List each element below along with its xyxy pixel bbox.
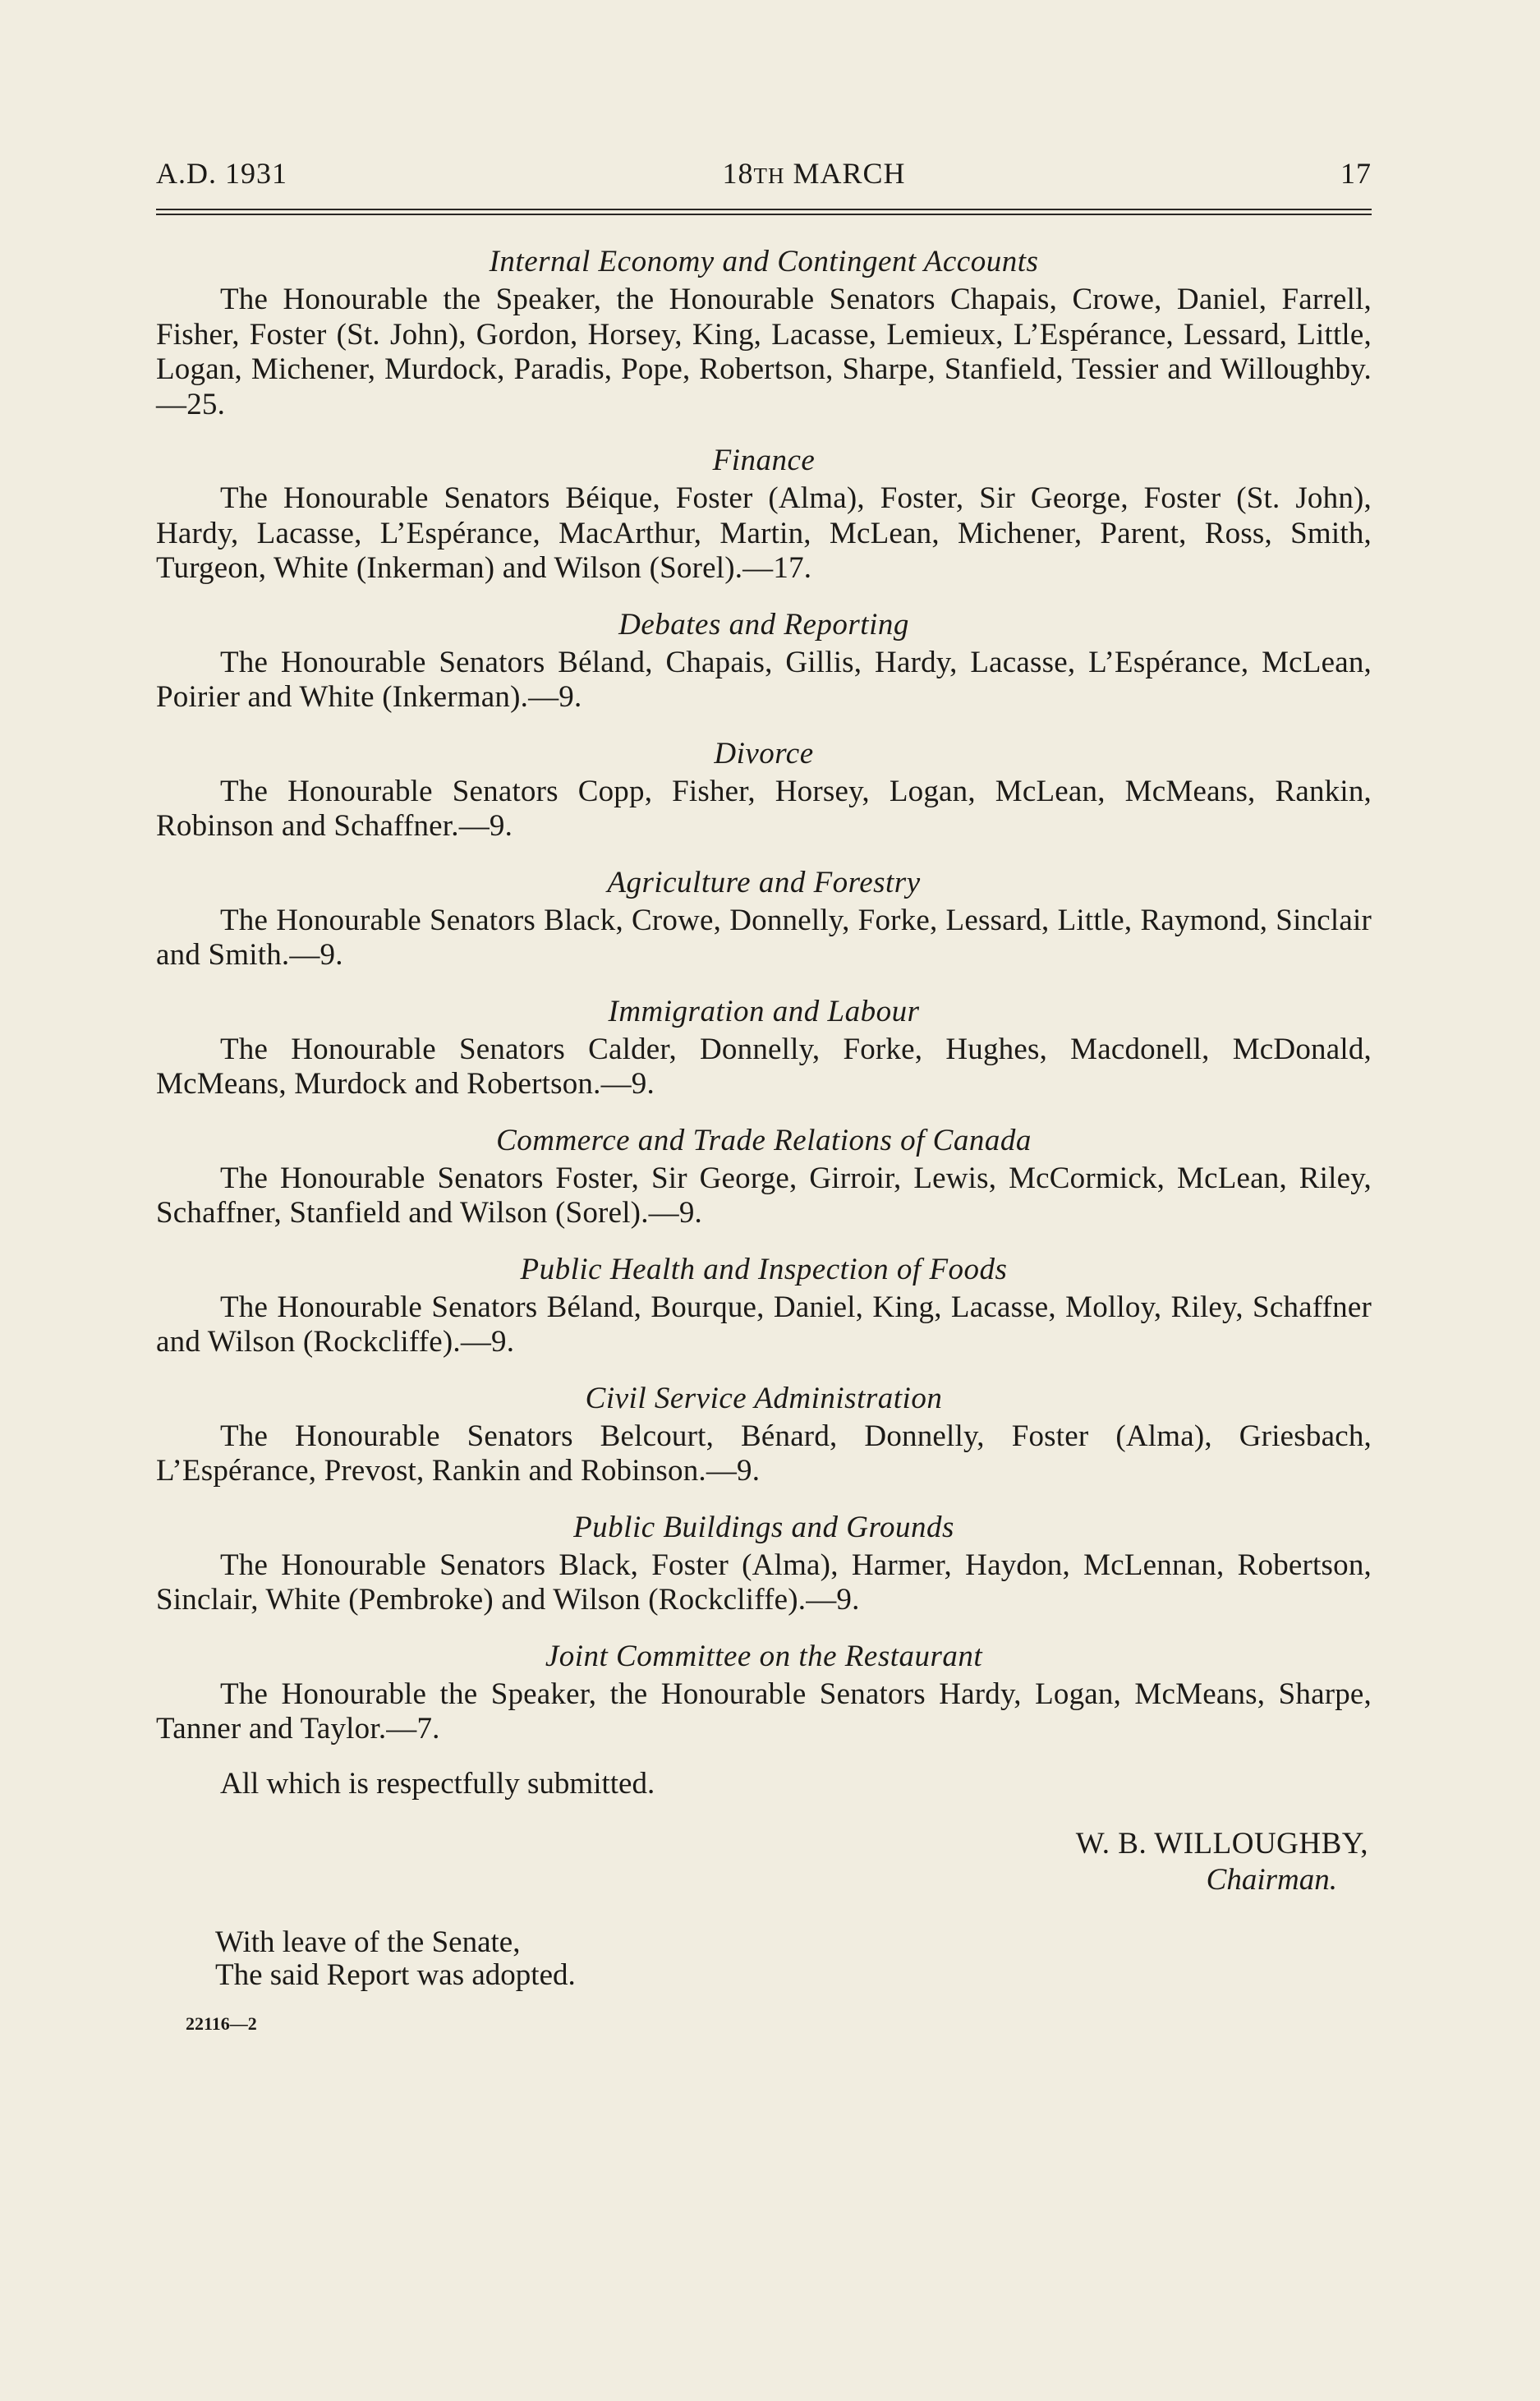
- header-date-number: 18: [722, 157, 754, 190]
- committee-section: [156, 241, 1372, 422]
- header-date: [722, 156, 905, 191]
- closing-line-2: The said Report was adopted.: [215, 1957, 576, 1992]
- committee-heading: Finance: [712, 444, 816, 477]
- committee-heading: Public Health and Inspection of Foods: [520, 1252, 1008, 1286]
- closing-line-1: With leave of the Senate,: [215, 1925, 521, 1959]
- committee-heading: Joint Committee on the Restaurant: [545, 1639, 983, 1673]
- committee-section: [156, 605, 1372, 715]
- committee-members: The Honourable Senators Foster, Sir George, Girroir, Lewis, McCormick, McLean, Riley, Schaffner, Stanfield and Wilson (Sorel).—9.: [156, 1161, 1372, 1230]
- committee-heading: Agriculture and Forestry: [607, 865, 921, 899]
- committee-heading: Immigration and Labour: [608, 994, 920, 1028]
- signature-title: Chairman.: [1206, 1862, 1337, 1897]
- committee-section: [156, 991, 1372, 1102]
- committee-heading: Debates and Reporting: [618, 607, 909, 642]
- committee-section: [156, 734, 1372, 844]
- closing-note: [156, 1926, 1372, 1992]
- committee-section: [156, 1120, 1372, 1231]
- submitted-line: All which is respectfully submitted.: [220, 1766, 655, 1801]
- committee-members: The Honourable Senators Black, Crowe, Donnelly, Forke, Lessard, Little, Raymond, Sinclair and Smith.—9.: [156, 903, 1372, 972]
- header-double-rule: [156, 209, 1372, 215]
- committee-members: The Honourable Senators Belcourt, Bénard, Donnelly, Foster (Alma), Griesbach, L’Espérance, Prevost, Rankin and Robinson.—9.: [156, 1419, 1372, 1488]
- committee-members: The Honourable Senators Béique, Foster (Alma), Foster, Sir George, Foster (St. John), Hardy, Lacasse, L’Espérance, MacArthur, Martin, McLean, Michener, Parent, Ross, Smith, Turgeon, White (Inkerman) and Wilson (Sorel).—17.: [156, 481, 1372, 585]
- committee-heading: Civil Service Administration: [585, 1381, 943, 1415]
- committee-members: The Honourable the Speaker, the Honourable Senators Hardy, Logan, McMeans, Sharpe, Tanner and Taylor.—7.: [156, 1677, 1372, 1746]
- page-header: [156, 156, 1372, 197]
- document-page: [156, 156, 1372, 2035]
- committee-section: [156, 1636, 1372, 1747]
- page-number: 17: [1340, 157, 1372, 190]
- signature-name: W. B. WILLOUGHBY,: [1075, 1826, 1368, 1861]
- committee-members: The Honourable the Speaker, the Honourable Senators Chapais, Crowe, Daniel, Farrell, Fisher, Foster (St. John), Gordon, Horsey, King, Lacasse, Lemieux, L’Espérance, Lessard, Little, Logan, Michener, Murdock, Paradis, Pope, Robertson, Sharpe, Stanfield, Tessier and Willoughby.—25.: [156, 283, 1372, 421]
- committee-members: The Honourable Senators Béland, Bourque, Daniel, King, Lacasse, Molloy, Riley, Schaffner and Wilson (Rockcliffe).—9.: [156, 1290, 1372, 1359]
- committee-members: The Honourable Senators Calder, Donnelly, Forke, Hughes, Macdonell, McDonald, McMeans, Murdock and Robertson.—9.: [156, 1032, 1372, 1101]
- header-date-suffix: TH: [753, 163, 785, 188]
- footer-print-code: 22116—2: [186, 2012, 257, 2034]
- committee-heading: Internal Economy and Contingent Accounts: [489, 245, 1039, 278]
- committee-section: [156, 1249, 1372, 1360]
- committee-section: [156, 1507, 1372, 1618]
- committee-sections: [156, 241, 1372, 1747]
- committee-members: The Honourable Senators Black, Foster (Alma), Harmer, Haydon, McLennan, Robertson, Sinclair, White (Pembroke) and Wilson (Rockcliffe).—9.: [156, 1548, 1372, 1617]
- committee-members: The Honourable Senators Béland, Chapais, Gillis, Hardy, Lacasse, L’Espérance, McLean, Poirier and White (Inkerman).—9.: [156, 645, 1372, 714]
- header-year: A.D. 1931: [156, 157, 287, 190]
- committee-members: The Honourable Senators Copp, Fisher, Horsey, Logan, McLean, McMeans, Rankin, Robinson and Schaffner.—9.: [156, 774, 1372, 843]
- committee-section: [156, 440, 1372, 586]
- committee-section: [156, 862, 1372, 973]
- committee-heading: Public Buildings and Grounds: [573, 1510, 954, 1544]
- header-date-month: MARCH: [784, 157, 906, 190]
- committee-heading: Divorce: [714, 736, 814, 770]
- committee-section: [156, 1378, 1372, 1489]
- committee-heading: Commerce and Trade Relations of Canada: [496, 1123, 1032, 1157]
